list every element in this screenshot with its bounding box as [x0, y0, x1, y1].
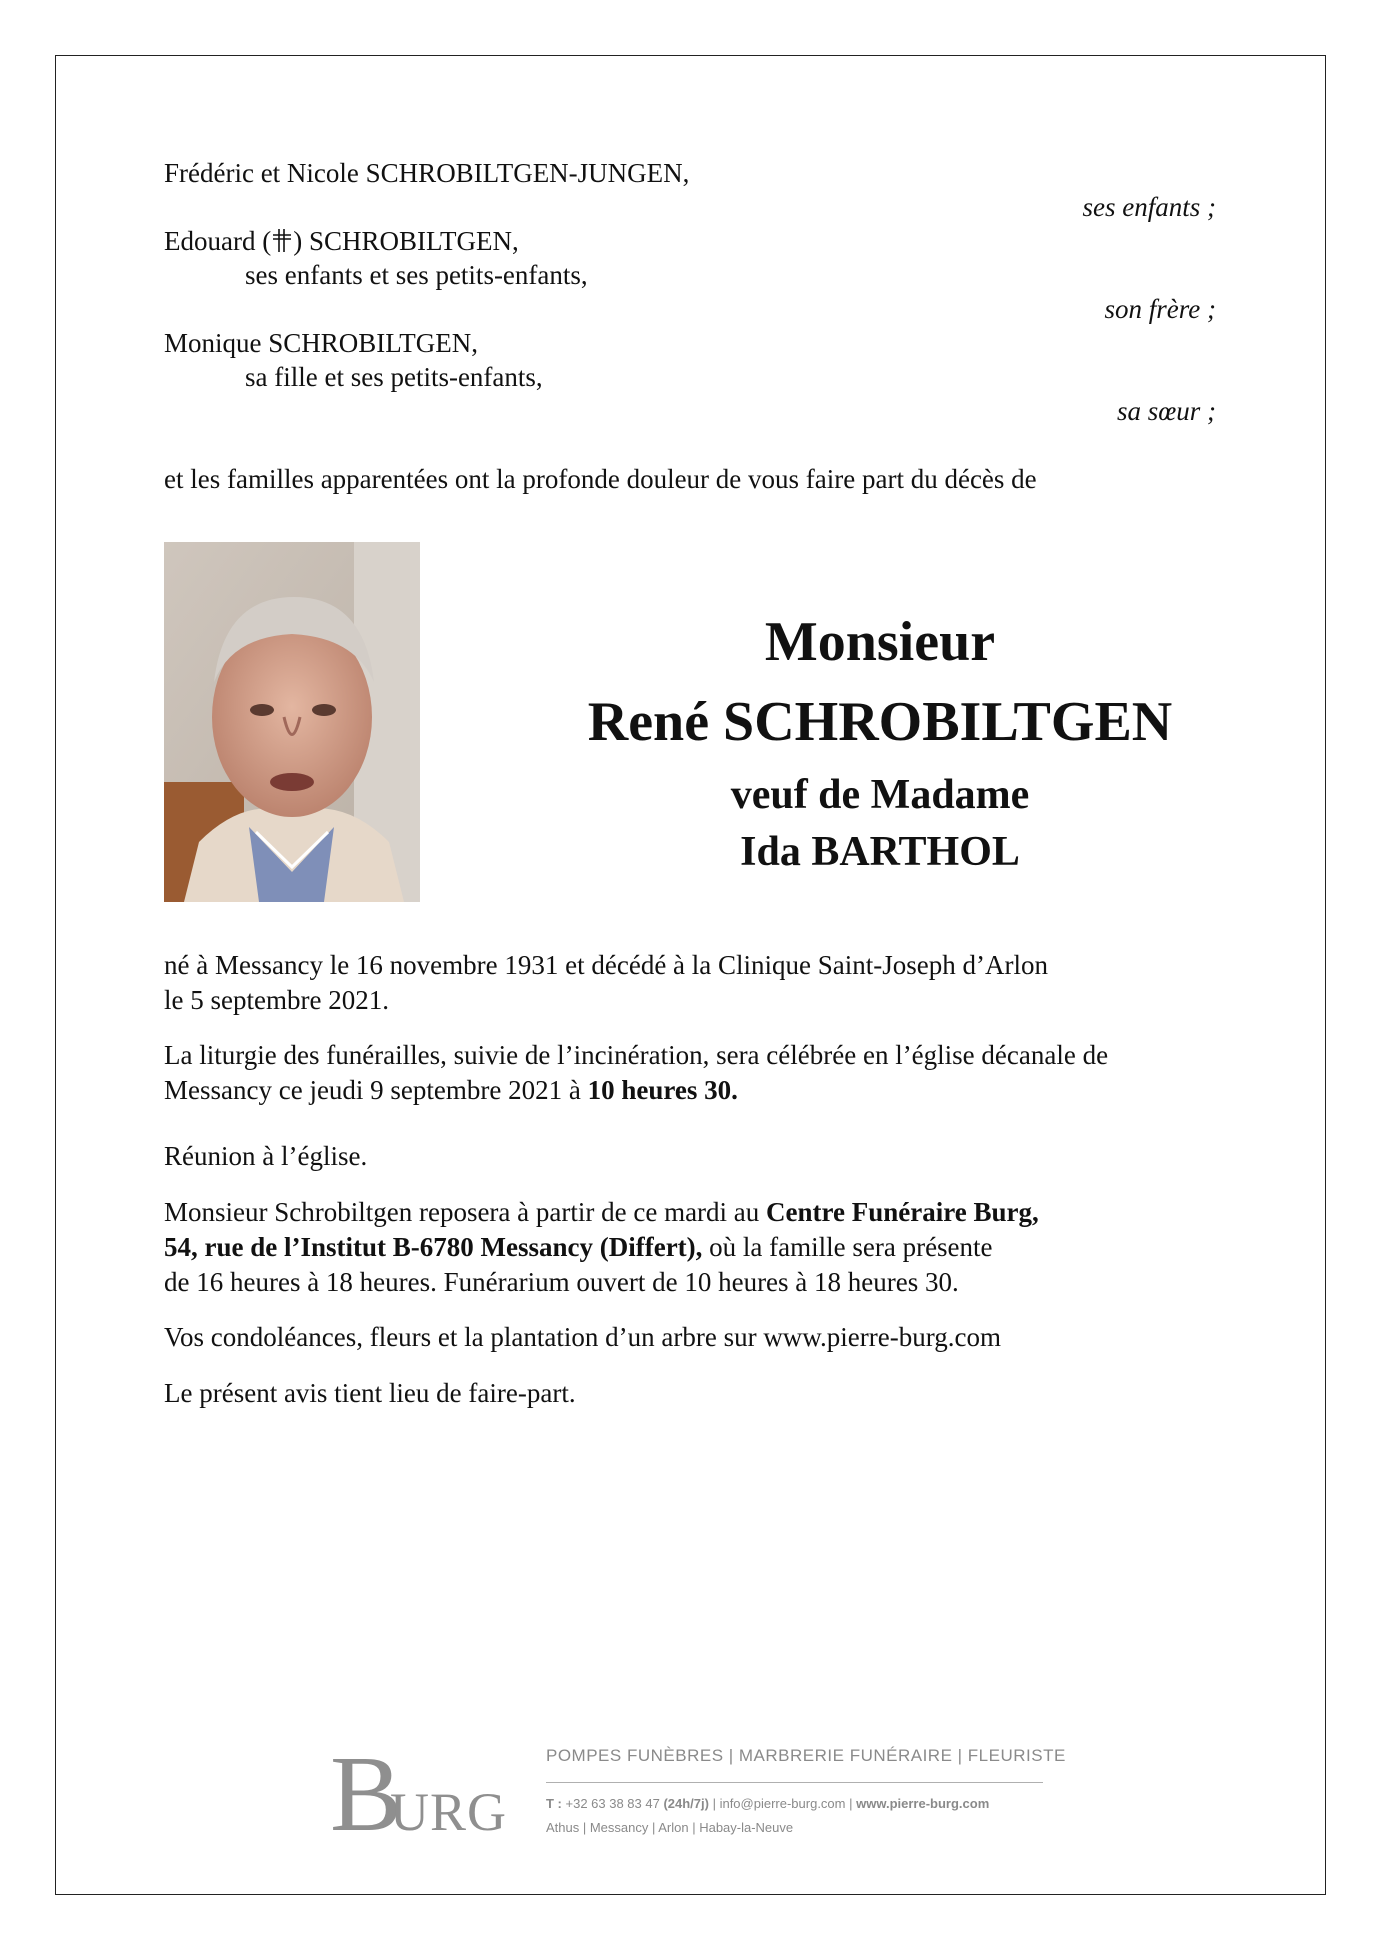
family-role-sister: sa sœur ; [1116, 396, 1216, 426]
phone-hours: (24h/7j) [663, 1796, 709, 1811]
condolences-text: Vos condoléances, fleurs et la plantation d’un arbre sur www.pierre-burg.com [164, 1322, 1001, 1352]
family-line-brother [164, 224, 519, 258]
deceased-name: René SCHROBILTGEN [587, 691, 1173, 753]
rest-line-2 [164, 1230, 993, 1265]
notice-text: Le présent avis tient lieu de faire-part. [164, 1378, 576, 1408]
funeral-center-name: Centre Funéraire Burg, [766, 1197, 1039, 1227]
birth-death-line-1: né à Messancy le 16 novembre 1931 et décédé à la Clinique Saint-Joseph d’Arlon [164, 950, 1048, 980]
contact-separator: | [845, 1796, 857, 1811]
liturgy-line-1: La liturgie des funérailles, suivie de l’incinération, sera célébrée en l’église décanale de [164, 1040, 1109, 1070]
birth-death-line-2: le 5 septembre 2021. [164, 985, 389, 1015]
deceased-title: Monsieur [764, 611, 996, 673]
family-presence: où la famille sera présente [702, 1232, 993, 1262]
family-line-children: Frédéric et Nicole SCHROBILTGEN-JUNGEN, [164, 158, 690, 188]
liturgy-line-2 [164, 1073, 738, 1108]
family-role-children: ses enfants ; [1082, 192, 1216, 222]
footer [330, 1740, 1066, 1850]
meeting-text: Réunion à l’église. [164, 1141, 368, 1171]
logo-letter-b: B [330, 1740, 403, 1840]
phone-number: +32 63 38 83 47 [565, 1796, 664, 1811]
rest-line-3: de 16 heures à 18 heures. Funérarium ouvert de 10 heures à 18 heures 30. [164, 1267, 959, 1297]
brother-name-suffix: ) SCHROBILTGEN, [293, 226, 519, 256]
liturgy-time: 10 heures 30. [587, 1075, 738, 1105]
widow-line: veuf de Madame [730, 772, 1030, 818]
family-subline-sister: sa fille et ses petits-enfants, [245, 362, 543, 392]
spouse-name: Ida BARTHOL [740, 829, 1020, 875]
family-role-brother: son frère ; [1104, 294, 1216, 324]
footer-contact [546, 1796, 989, 1811]
contact-separator: | [708, 1796, 720, 1811]
brother-name-prefix: Edouard ( [164, 226, 272, 256]
rest-line-1 [164, 1195, 1039, 1230]
phone-label: T : [546, 1796, 566, 1811]
email-link[interactable]: info@pierre-burg.com [719, 1796, 846, 1811]
logo-letters-urg: URG [390, 1782, 505, 1840]
footer-services: POMPES FUNÈBRES | MARBRERIE FUNÉRAIRE | FLEURISTE [546, 1746, 1066, 1765]
footer-divider [546, 1782, 1043, 1783]
burg-logo [330, 1740, 505, 1840]
family-line-sister: Monique SCHROBILTGEN, [164, 328, 479, 358]
footer-locations: Athus | Messancy | Arlon | Habay-la-Neuve [546, 1820, 794, 1835]
rest-intro: Monsieur Schrobiltgen reposera à partir de ce mardi au [164, 1197, 767, 1227]
announcement-text: et les familles apparentées ont la profonde douleur de vous faire part du décès de [164, 464, 1037, 494]
family-subline-brother: ses enfants et ses petits-enfants, [245, 260, 588, 290]
funeral-center-address: 54, rue de l’Institut B-6780 Messancy (Differt), [164, 1232, 703, 1262]
cross-icon [271, 227, 293, 253]
portrait-photo [164, 542, 420, 902]
website-link[interactable]: www.pierre-burg.com [856, 1796, 990, 1811]
liturgy-date: Messancy ce jeudi 9 septembre 2021 à [164, 1075, 588, 1105]
